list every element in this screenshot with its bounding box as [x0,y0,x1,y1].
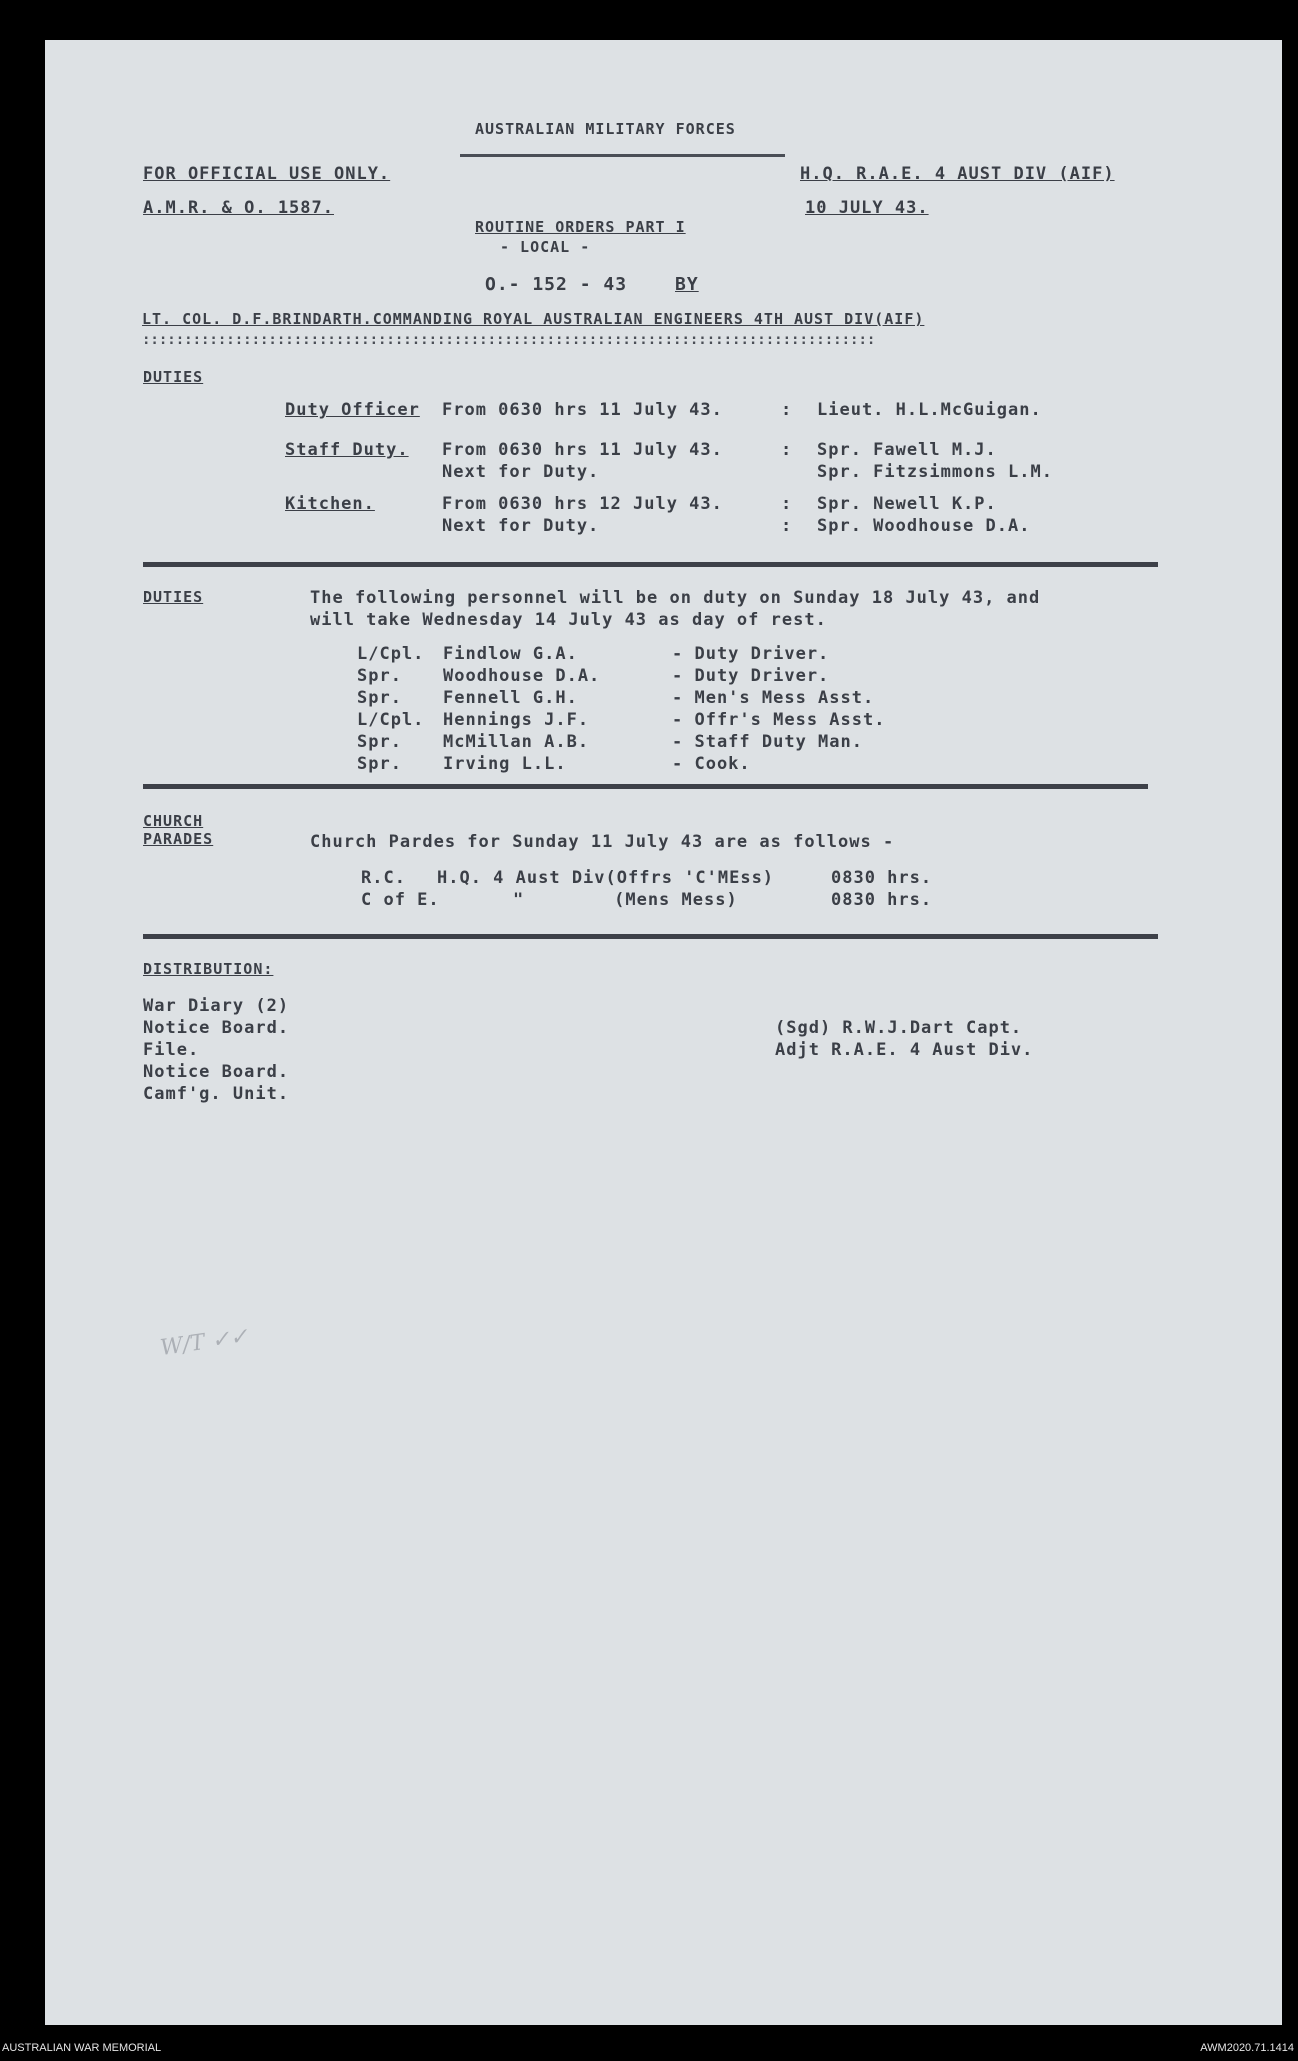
roster-rank: Spr. [357,688,402,708]
duty-time: Next for Duty. [442,462,600,482]
signature-title: Adjt R.A.E. 4 Aust Div. [775,1040,1034,1060]
title-rule [460,154,785,157]
distribution-heading: DISTRIBUTION: [143,960,274,978]
duty-name: Spr. Newell K.P. [817,494,997,514]
church-place: H.Q. 4 Aust Div(Offrs 'C'MEss) [437,868,775,888]
date-label: 10 JULY 43. [805,198,929,218]
signature-line: (Sgd) R.W.J.Dart Capt. [775,1018,1023,1038]
roster-rank: L/Cpl. [357,644,425,664]
duty-colon: : [781,440,793,460]
roster-rank: Spr. [357,666,402,686]
handwritten-mark: W/T ✓✓ [158,1323,250,1362]
duty-time: From 0630 hrs 11 July 43. [442,400,723,420]
amr-label: A.M.R. & O. 1587. [143,198,334,218]
duty-name: Spr. Woodhouse D.A. [817,516,1031,536]
distribution-item: Notice Board. [143,1062,290,1082]
official-use-label: FOR OFFICIAL USE ONLY. [143,164,391,184]
section-rule [143,784,1148,789]
document-page [45,40,1282,2025]
separator-line: ::::::::::::::::::::::::::::::::::::::::::::::::::::::::::::::::::::::::::::::::::::::: [142,332,876,348]
distribution-item: File. [143,1040,200,1060]
duty-time: Next for Duty. [442,516,600,536]
roster-name: Woodhouse D.A. [443,666,601,686]
duty-colon: : [781,494,793,514]
church-time: 0830 hrs. [831,868,933,888]
roster-name: Findlow G.A. [443,644,578,664]
local-label: - LOCAL - [500,238,591,256]
church-heading: CHURCH [143,812,204,830]
roster-rank: Spr. [357,754,402,774]
church-intro: Church Pardes for Sunday 11 July 43 are as follows - [310,832,895,852]
orders-title: ROUTINE ORDERS PART I [475,218,686,236]
roster-name: Hennings J.F. [443,710,590,730]
distribution-item: War Diary (2) [143,996,290,1016]
church-place: " (Mens Mess) [513,890,738,910]
duty-label: Staff Duty. [285,440,409,460]
hq-label: H.Q. R.A.E. 4 AUST DIV (AIF) [800,164,1115,184]
roster-rank: Spr. [357,732,402,752]
duty-name: Spr. Fawell M.J. [817,440,997,460]
duty-name: Lieut. H.L.McGuigan. [817,400,1042,420]
church-time: 0830 hrs. [831,890,933,910]
order-suffix: BY [675,274,699,295]
roster-role: - Offr's Mess Asst. [672,710,886,730]
duties-text: The following personnel will be on duty on Sunday 18 July 43, and [310,588,1041,608]
church-denomination: R.C. [361,868,406,888]
roster-role: - Cook. [672,754,751,774]
roster-name: McMillan A.B. [443,732,590,752]
church-denomination: C of E. [361,890,440,910]
distribution-item: Camf'g. Unit. [143,1084,290,1104]
duty-label: Kitchen. [285,494,375,514]
distribution-item: Notice Board. [143,1018,290,1038]
duties-heading: DUTIES [143,588,204,606]
roster-rank: L/Cpl. [357,710,425,730]
duty-label: Duty Officer [285,400,420,420]
commander-line: LT. COL. D.F.BRINDARTH.COMMANDING ROYAL AUSTRALIAN ENGINEERS 4TH AUST DIV(AIF) [142,310,925,328]
duties-text: will take Wednesday 14 July 43 as day of rest. [310,610,827,630]
church-heading: PARADES [143,830,214,848]
roster-name: Irving L.L. [443,754,567,774]
duty-name: Spr. Fitzsimmons L.M. [817,462,1053,482]
roster-name: Fennell G.H. [443,688,578,708]
footer-archive-name: AUSTRALIAN WAR MEMORIAL [2,2042,162,2054]
duty-colon: : [781,400,793,420]
document-title: AUSTRALIAN MILITARY FORCES [475,120,736,138]
duty-time: From 0630 hrs 12 July 43. [442,494,723,514]
footer-accession-number: AWM2020.71.1414 [1200,2042,1294,2054]
duties-heading: DUTIES [143,368,204,386]
roster-role: - Duty Driver. [672,644,830,664]
section-rule [143,934,1158,939]
roster-role: - Staff Duty Man. [672,732,863,752]
section-rule [143,562,1158,567]
order-number: O.- 152 - 43 [485,274,628,295]
roster-role: - Men's Mess Asst. [672,688,875,708]
roster-role: - Duty Driver. [672,666,830,686]
duty-time: From 0630 hrs 11 July 43. [442,440,723,460]
duty-colon: : [781,516,793,536]
